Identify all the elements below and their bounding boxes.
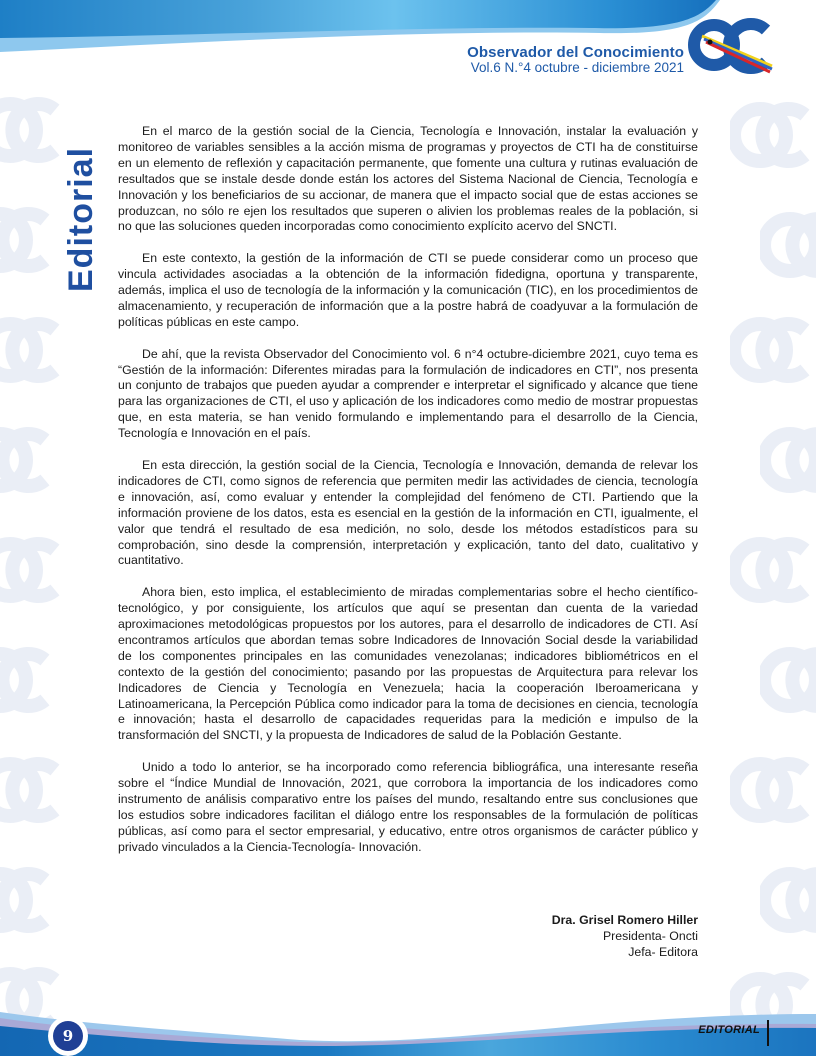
page-number-badge	[48, 1016, 88, 1056]
watermark-logo-icon	[760, 640, 816, 720]
watermark-logo-icon	[760, 205, 816, 285]
footer-divider	[767, 1020, 769, 1046]
journal-title: Observador del Conocimiento	[467, 44, 684, 61]
footer-section-label: EDITORIAL	[698, 1024, 760, 1036]
paragraph: De ahí, que la revista Observador del Conocimiento vol. 6 n°4 octubre-diciembre 2021, cuyo tema es “Gestión de la información: Diferentes miradas para la formulación de indicadores en CTI”, nos presenta un conjunto de trabajos que pueden ayudar a comprender e interpretar el significado y alcance que tiene para las organizaciones de CTI, el uso y aplicación de los indicadores como medio de mostrar propuestas que, en esta materia, se han venido formulando e implementando para el desarrollo de la Ciencia, Tecnología e Innovación en el país.	[118, 346, 698, 441]
journal-issue: Vol.6 N.°4 octubre - diciembre 2021	[470, 60, 684, 75]
author-name: Dra. Grisel Romero Hiller	[551, 913, 698, 927]
editorial-body	[118, 124, 698, 872]
paragraph: En esta dirección, la gestión social de la Ciencia, Tecnología e Innovación, demanda de relevar los indicadores de CTI, como signos de referencia que permiten medir las actividades de ciencia, tecnología e innovación, así, como evaluar y entender la complejidad del fenómeno de CTI. Partiendo que la información proviene de los datos, esta es esencial en la gestión de la información en CTI, igualmente, el valor que tendrá el resultado de esa medición, no solo, desde los métodos estadísticos para su comprobación, sino desde la comprensión, interpretación y explicación, tanto del dato, cualitativo y cuantitativo.	[118, 457, 698, 568]
watermark-logo-icon	[730, 95, 816, 175]
watermark-logo-icon	[0, 860, 60, 940]
watermark-logo-icon	[0, 90, 70, 170]
section-label-vertical: Editorial	[62, 146, 100, 292]
oc-logo-icon	[688, 12, 774, 78]
watermark-logo-icon	[730, 310, 816, 390]
footer-wave-decoration	[0, 1000, 816, 1056]
signature-block	[552, 912, 698, 960]
watermark-logo-icon	[730, 750, 816, 830]
watermark-logo-icon	[730, 530, 816, 610]
page-number: 9	[53, 1021, 83, 1051]
paragraph: Unido a todo lo anterior, se ha incorporado como referencia bibliográfica, una interesante reseña sobre el “Índice Mundial de Innovación, 2021, que corrobora la importancia de los indicadores como instrumento de análisis comparativo entre los países del mundo, resaltando entre sus conclusiones que los estudios sobre indicadores facilitan el diálogo entre los responsables de la formulación de políticas públicas, así como para el sector empresarial, y educativo, entre otros organismos de carácter público y privado vinculados a la Ciencia-Tecnología- Innovación.	[118, 760, 698, 854]
watermark-logo-icon	[0, 200, 60, 280]
paragraph: Ahora bien, esto implica, el establecimiento de miradas complementarias sobre el hecho científico-tecnológico, y por consiguiente, los artículos que aquí se presentan dan cuenta de la variedad aproximaciones metodológicas propuestos por los autores, para el desarrollo de indicadores de CTI. Así encontramos artículos que abordan temas sobre Indicadores de Innovación Social desde la variabilidad de los componentes principales en las comunidades venezolanas; indicadores bibliométricos en el contexto de la gestión del conocimiento; pasando por las propuestas de Arquitectura para relevar los Indicadores de Ciencia y Tecnología en Venezuela; hacia la cooperación Iberoamericana y Latinoamericana, la Percepción Pública como indicador para la toma de decisiones en ciencia, tecnología e innovación; hasta el desarrollo de capacidades requeridas para la medición e impulso de la transformación del SNCTI, y la propuesta de Indicadores de salud de la Población Gestante.	[118, 585, 698, 743]
watermark-logo-icon	[0, 310, 70, 390]
watermark-logo-icon	[0, 640, 60, 720]
watermark-logo-icon	[760, 420, 816, 500]
author-role: Jefa- Editora	[628, 945, 698, 959]
watermark-logo-icon	[760, 860, 816, 940]
paragraph: En el marco de la gestión social de la Ciencia, Tecnología e Innovación, instalar la evaluación y monitoreo de variables sensibles a la acción misma de programas y proyectos de CTI ha de constituirse en un elemento de reflexión y capacitación permanente, que fomente una cultura y rutinas evaluación de resultados que se instale desde donde están los actores del Sistema Nacional de Ciencia, Tecnología e Innovación y los beneficiarios de su accionar, de manera que el impacto social que de estas acciones se produzcan, no sólo re ejen los resultados que superen o alivien los problemas reales de la población, si no que las soluciones queden incorporadas como conocimiento explícito acervo del SNCTI.	[118, 124, 698, 234]
watermark-logo-icon	[0, 530, 70, 610]
watermark-logo-icon	[0, 750, 70, 830]
watermark-logo-icon	[0, 420, 60, 500]
paragraph: En este contexto, la gestión de la información de CTI se puede considerar como un proceso que vincula actividades asociadas a la obtención de la información fidedigna, oportuna y transparente, además, implica el uso de tecnología de la información y la comunicación (TIC), en los procedimientos de almacenamiento, y recuperación de información que a la postre habrá de coadyuvar a la formulación de políticas públicas en este campo.	[118, 251, 698, 329]
author-role: Presidenta- Oncti	[602, 929, 698, 943]
